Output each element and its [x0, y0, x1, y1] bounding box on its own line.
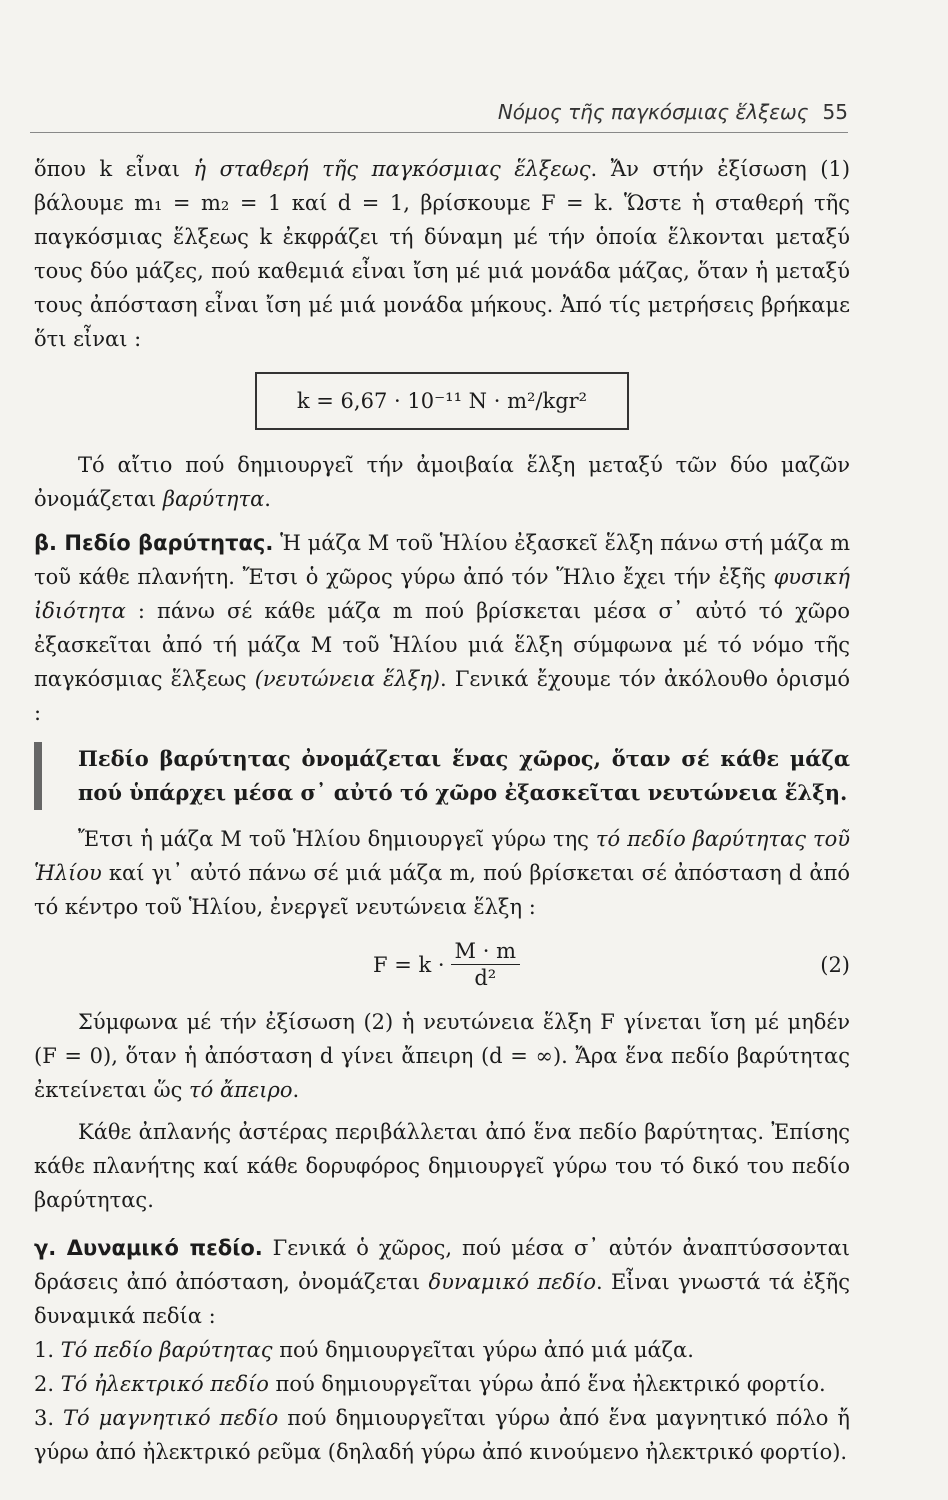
gravitational-constant-formula: k = 6,67 · 10⁻¹¹ N · m²/kgr² [255, 372, 629, 430]
page-header [30, 100, 848, 124]
fraction [451, 938, 520, 991]
definition-box: Πεδίο βαρύτητας ὀνομάζεται ἕνας χῶρος, ὅταν σέ κάθε μάζα πού ὑπάρχει μέσα σ᾽ αὐτό τό χῶρο ἐξασκεῖται νευτώνεια ἕλξη. [34, 742, 850, 810]
paragraph-gravity: Τό αἴτιο πού δημιουργεῖ τήν ἀμοιβαία ἕλξη μεταξύ τῶν δύο μαζῶν ὀνομάζεται βαρύτητα. [34, 453, 850, 511]
equation-number: (2) [820, 952, 850, 977]
running-title: Νόμος τῆς παγκόσμιας ἕλξεως [497, 100, 809, 124]
page-number: 55 [822, 100, 848, 124]
paragraph-infinity: Σύμφωνα μέ τήν ἐξίσωση (2) ἡ νευτώνεια ἕλξη F γίνεται ἴση μέ μηδέν (F = 0), ὅταν ἡ ἀπόσταση d γίνει ἄπειρη (d = ∞). Ἄρα ἕνα πεδίο βαρύτητας ἐκτείνεται ὥς τό ἄπειρο. [34, 1010, 850, 1102]
fraction-denominator: d² [474, 966, 497, 990]
list-item: 3. Τό μαγνητικό πεδίο πού δημιουργεῖται γύρω ἀπό ἕνα μαγνητικό πόλο ἤ γύρω ἀπό ἠλεκτρικό ρεῦμα (δηλαδή γύρω ἀπό κινούμενο ἠλεκτρικό φορτίο). [34, 1406, 850, 1464]
fraction-numerator: M · m [451, 938, 520, 965]
page-content [34, 152, 850, 1469]
header-rule [30, 132, 848, 133]
field-list [34, 1333, 850, 1469]
equation-lhs: F = k · [372, 952, 445, 977]
list-item: 1. Τό πεδίο βαρύτητας πού δημιουργεῖται γύρω ἀπό μιά μάζα. [34, 1338, 694, 1362]
section-heading-c: γ. Δυναμικό πεδίο. [34, 1236, 263, 1260]
section-potential-field: γ. Δυναμικό πεδίο. Γενικά ὁ χῶρος, πού μέσα σ᾽ αὐτόν ἀναπτύσσονται δράσεις ἀπό ἀπόσταση, ὀνομάζεται δυναμικό πεδίο. Εἶναι γνωστά τά ἐξῆς δυναμικά πεδία : [34, 1236, 850, 1328]
section-heading-b: β. Πεδίο βαρύτητας. [34, 531, 274, 555]
paragraph-sun-field: Ἔτσι ἡ μάζα M τοῦ Ἡλίου δημιουργεῖ γύρω της τό πεδίο βαρύτητας τοῦ Ἡλίου καί γι᾽ αὐτό πάνω σέ μιά μάζα m, πού βρίσκεται σέ ἀπόσταση d ἀπό τό κέντρο τοῦ Ἡλίου, ἐνεργεῖ νευτώνεια ἕλξη : [34, 827, 850, 919]
list-item: 2. Τό ἠλεκτρικό πεδίο πού δημιουργεῖται γύρω ἀπό ἕνα ἠλεκτρικό φορτίο. [34, 1372, 826, 1396]
paragraph-constant: ὅπου k εἶναι ἡ σταθερή τῆς παγκόσμιας ἕλξεως. Ἄν στήν ἐξίσωση (1) βάλουμε m₁ = m₂ = 1 καί d = 1, βρίσκουμε F = k. Ὥστε ἡ σταθερή τῆς παγκόσμιας ἕλξεως k ἐκφράζει τή δύναμη μέ τήν ὁποία ἕλκονται μεταξύ τους δύο μάζες, πού καθεμιά εἶναι ἴση μέ μιά μονάδα μάζας, ὅταν ἡ μεταξύ τους ἀπόσταση εἶναι ἴση μέ μιά μονάδα μήκους. Ἀπό τίς μετρήσεις βρήκαμε ὅτι εἶναι : [34, 157, 851, 351]
equation-2 [34, 938, 850, 991]
section-gravity-field: β. Πεδίο βαρύτητας. Ἡ μάζα M τοῦ Ἡλίου ἐξασκεῖ ἕλξη πάνω στή μάζα m τοῦ κάθε πλανήτη. Ἔτσι ὁ χῶρος γύρω ἀπό τόν Ἥλιο ἔχει τήν ἐξῆς φυσική ἰδιότητα : πάνω σέ κάθε μάζα m πού βρίσκεται μέσα σ᾽ αὐτό τό χῶρο ἐξασκεῖται ἀπό τή μάζα M τοῦ Ἡλίου μιά ἕλξη σύμφωνα μέ τό νόμο τῆς παγκόσμιας ἕλξεως (νευτώνεια ἕλξη). Γενικά ἔχουμε τόν ἀκόλουθο ὁρισμό : [34, 531, 850, 725]
paragraph-stars: Κάθε ἀπλανής ἀστέρας περιβάλλεται ἀπό ἕνα πεδίο βαρύτητας. Ἐπίσης κάθε πλανήτης καί κάθε δορυφόρος δημιουργεῖ γύρω του τό δικό του πεδίο βαρύτητας. [34, 1120, 850, 1212]
